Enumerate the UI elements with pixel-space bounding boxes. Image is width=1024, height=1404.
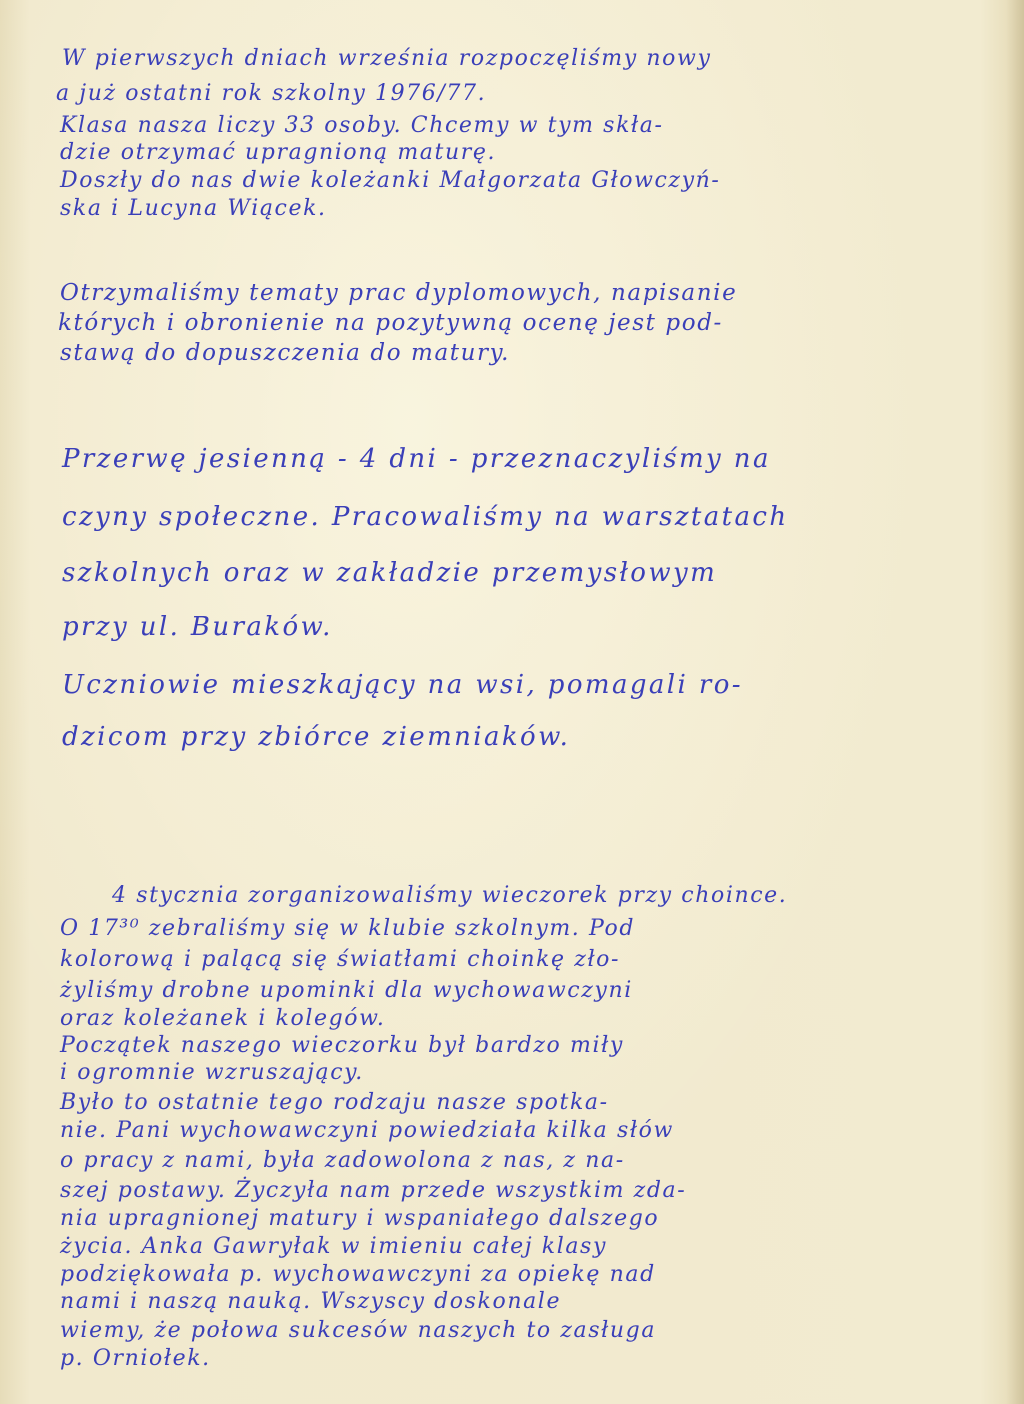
text-line: i ogromnie wzruszający.: [60, 1060, 364, 1085]
page-edge-shadow: [1006, 0, 1024, 1404]
text-line: oraz koleżanek i kolegów.: [60, 1006, 386, 1031]
text-line: Przerwę jesienną - 4 dni - przeznaczyliśmy na: [62, 444, 771, 474]
text-line: nami i naszą nauką. Wszyscy doskonale: [60, 1289, 562, 1314]
text-line: Otrzymaliśmy tematy prac dyplomowych, napisanie: [60, 280, 738, 306]
text-line: życia. Anka Gawryłak w imieniu całej klasy: [60, 1234, 607, 1259]
text-line: szej postawy. Życzyła nam przede wszystkim zda-: [60, 1178, 687, 1203]
text-line: żyliśmy drobne upominki dla wychowawczyni: [60, 978, 633, 1003]
text-line: Doszły do nas dwie koleżanki Małgorzata Głowczyń-: [60, 168, 721, 193]
text-line: O 17³⁰ zebraliśmy się w klubie szkolnym. Pod: [60, 916, 636, 941]
text-line: ska i Lucyna Wiącek.: [60, 196, 327, 221]
text-line: dzie otrzymać upragnioną maturę.: [60, 140, 497, 165]
text-line: stawą do dopuszczenia do matury.: [60, 340, 511, 366]
text-line: Początek naszego wieczorku był bardzo miły: [60, 1033, 624, 1058]
text-line: Było to ostatnie tego rodzaju nasze spotka-: [60, 1090, 609, 1115]
text-line: o pracy z nami, była zadowolona z nas, z na-: [60, 1148, 625, 1173]
text-line: W pierwszych dniach września rozpoczęliśmy nowy: [62, 46, 712, 71]
text-line: dzicom przy zbiórce ziemniaków.: [62, 722, 571, 752]
text-line: 4 stycznia zorganizowaliśmy wieczorek przy choince.: [112, 883, 788, 908]
text-line: a już ostatni rok szkolny 1976/77.: [56, 81, 487, 106]
text-line: podziękowała p. wychowawczyni za opiekę nad: [60, 1262, 656, 1287]
text-line: wiemy, że połowa sukcesów naszych to zasługa: [60, 1318, 657, 1343]
text-line: nie. Pani wychowawczyni powiedziała kilka słów: [60, 1118, 674, 1143]
text-line: czyny społeczne. Pracowaliśmy na warsztatach: [62, 502, 789, 532]
text-line: p. Orniołek.: [60, 1346, 211, 1371]
text-line: Klasa nasza liczy 33 osoby. Chcemy w tym skła-: [60, 113, 664, 138]
text-line: Uczniowie mieszkający na wsi, pomagali ro-: [62, 670, 743, 700]
text-line: nia upragnionej matury i wspaniałego dalszego: [60, 1206, 660, 1231]
text-line: kolorową i palącą się światłami choinkę zło-: [60, 947, 621, 972]
text-line: szkolnych oraz w zakładzie przemysłowym: [62, 558, 718, 588]
text-line: przy ul. Buraków.: [62, 612, 333, 642]
text-line: których i obronienie na pozytywną ocenę jest pod-: [58, 310, 723, 336]
